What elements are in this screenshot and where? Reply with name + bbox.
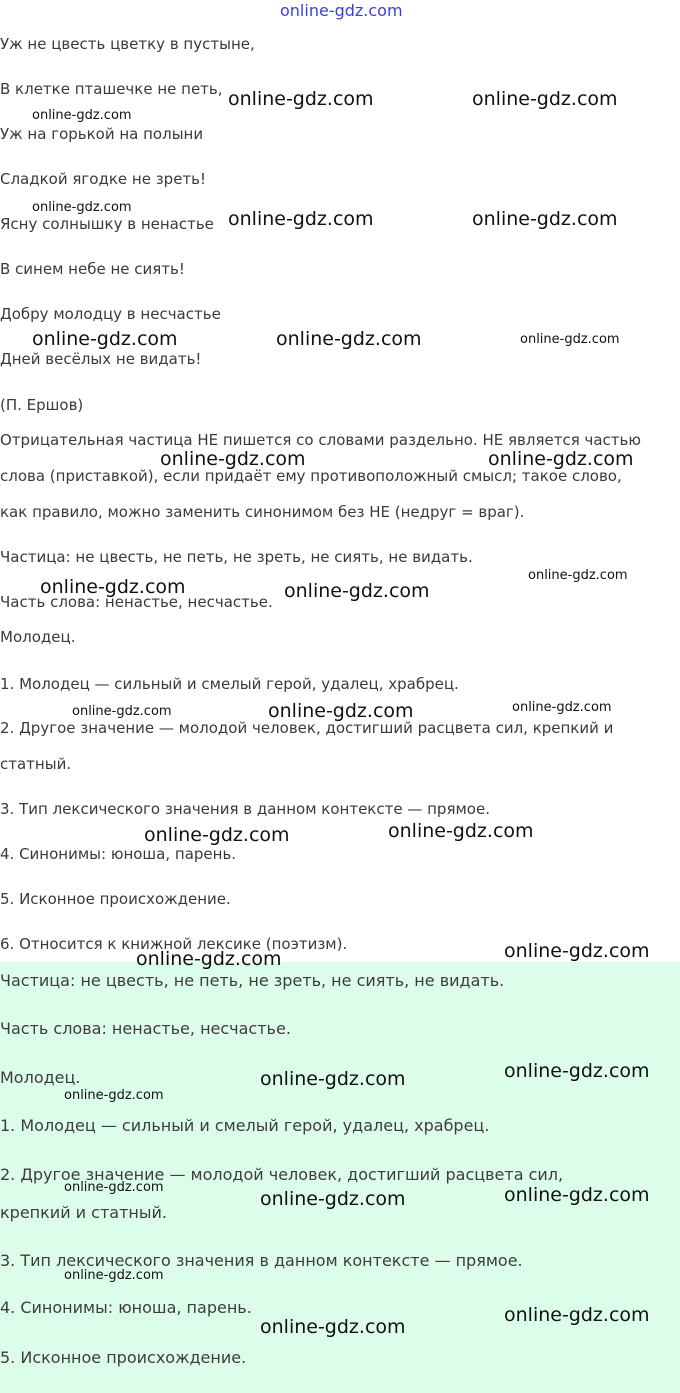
answer-line: Частица: не цвесть, не петь, не зреть, не сиять, не видать. [0,971,505,990]
analysis-line: Молодец. [0,628,76,646]
watermark: online-gdz.com [72,704,172,719]
rule-line: слова (приставкой), если придаёт ему противоположный смысл; такое слово, [0,467,622,485]
analysis-line: 2. Другое значение — молодой человек, достигший расцвета сил, крепкий и [0,719,614,737]
answer-line: Молодец. [0,1068,81,1087]
watermark: online-gdz.com [260,1188,406,1210]
poem-line: Добру молодцу в несчастье [0,305,221,323]
answer-line: 3. Тип лексического значения в данном контексте — прямое. [0,1251,523,1270]
watermark: online-gdz.com [64,1088,164,1103]
answer-line: 1. Молодец — сильный и смелый герой, удалец, храбрец. [0,1116,490,1135]
analysis-line: 3. Тип лексического значения в данном контексте — прямое. [0,800,490,818]
watermark: online-gdz.com [40,576,186,598]
watermark: online-gdz.com [228,208,374,230]
watermark: online-gdz.com [504,1304,650,1326]
watermark: online-gdz.com [504,1060,650,1082]
watermark: online-gdz.com [260,1068,406,1090]
poem-line: В клетке пташечке не петь, [0,80,223,98]
answer-line: 5. Исконное происхождение. [0,1348,247,1367]
poem-line: В синем небе не сиять! [0,260,185,278]
analysis-line: статный. [0,755,72,773]
analysis-line: 4. Синонимы: юноша, парень. [0,845,237,863]
watermark: online-gdz.com [268,700,414,722]
analysis-line: 1. Молодец — сильный и смелый герой, удалец, храбрец. [0,675,459,693]
watermark: online-gdz.com [64,1180,164,1195]
watermark: online-gdz.com [504,1184,650,1206]
poem-line: Сладкой ягодке не зреть! [0,170,207,188]
watermark: online-gdz.com [144,824,290,846]
analysis-line: Частица: не цвесть, не петь, не зреть, не сиять, не видать. [0,548,473,566]
analysis-line: 5. Исконное происхождение. [0,890,231,908]
watermark: online-gdz.com [528,568,628,583]
answer-line: крепкий и статный. [0,1203,167,1222]
watermark: online-gdz.com [260,1316,406,1338]
poem-line: Уж на горькой на полыни [0,125,204,143]
analysis-line: 6. Относится к книжной лексике (поэтизм). [0,935,348,953]
watermark: online-gdz.com [32,328,178,350]
watermark: online-gdz.com [160,448,306,470]
watermark: online-gdz.com [228,88,374,110]
watermark: online-gdz.com [472,208,618,230]
watermark: online-gdz.com [520,332,620,347]
rule-line: Отрицательная частица НЕ пишется со словами раздельно. НЕ является частью [0,431,641,449]
answer-line: 2. Другое значение — молодой человек, достигший расцвета сил, [0,1165,564,1184]
watermark: online-gdz.com [472,88,618,110]
rule-line: как правило, можно заменить синонимом без НЕ (недруг = враг). [0,503,525,521]
watermark: online-gdz.com [284,580,430,602]
watermark: online-gdz.com [276,328,422,350]
answer-line: 4. Синонимы: юноша, парень. [0,1298,252,1317]
watermark: online-gdz.com [32,200,132,215]
watermark: online-gdz.com [388,820,534,842]
watermark-top: online-gdz.com [280,1,403,20]
watermark: online-gdz.com [136,948,282,970]
poem-author: (П. Ершов) [0,396,84,414]
answer-line: Часть слова: ненастье, несчастье. [0,1019,291,1038]
poem-line: Ясну солнышку в ненастье [0,215,214,233]
poem-line: Уж не цвесть цветку в пустыне, [0,35,255,53]
watermark: online-gdz.com [32,108,132,123]
watermark: online-gdz.com [488,448,634,470]
analysis-line: Часть слова: ненастье, несчастье. [0,593,273,611]
watermark: online-gdz.com [64,1268,164,1283]
watermark: online-gdz.com [512,700,612,715]
poem-line: Дней весёлых не видать! [0,350,202,368]
watermark: online-gdz.com [504,940,650,962]
